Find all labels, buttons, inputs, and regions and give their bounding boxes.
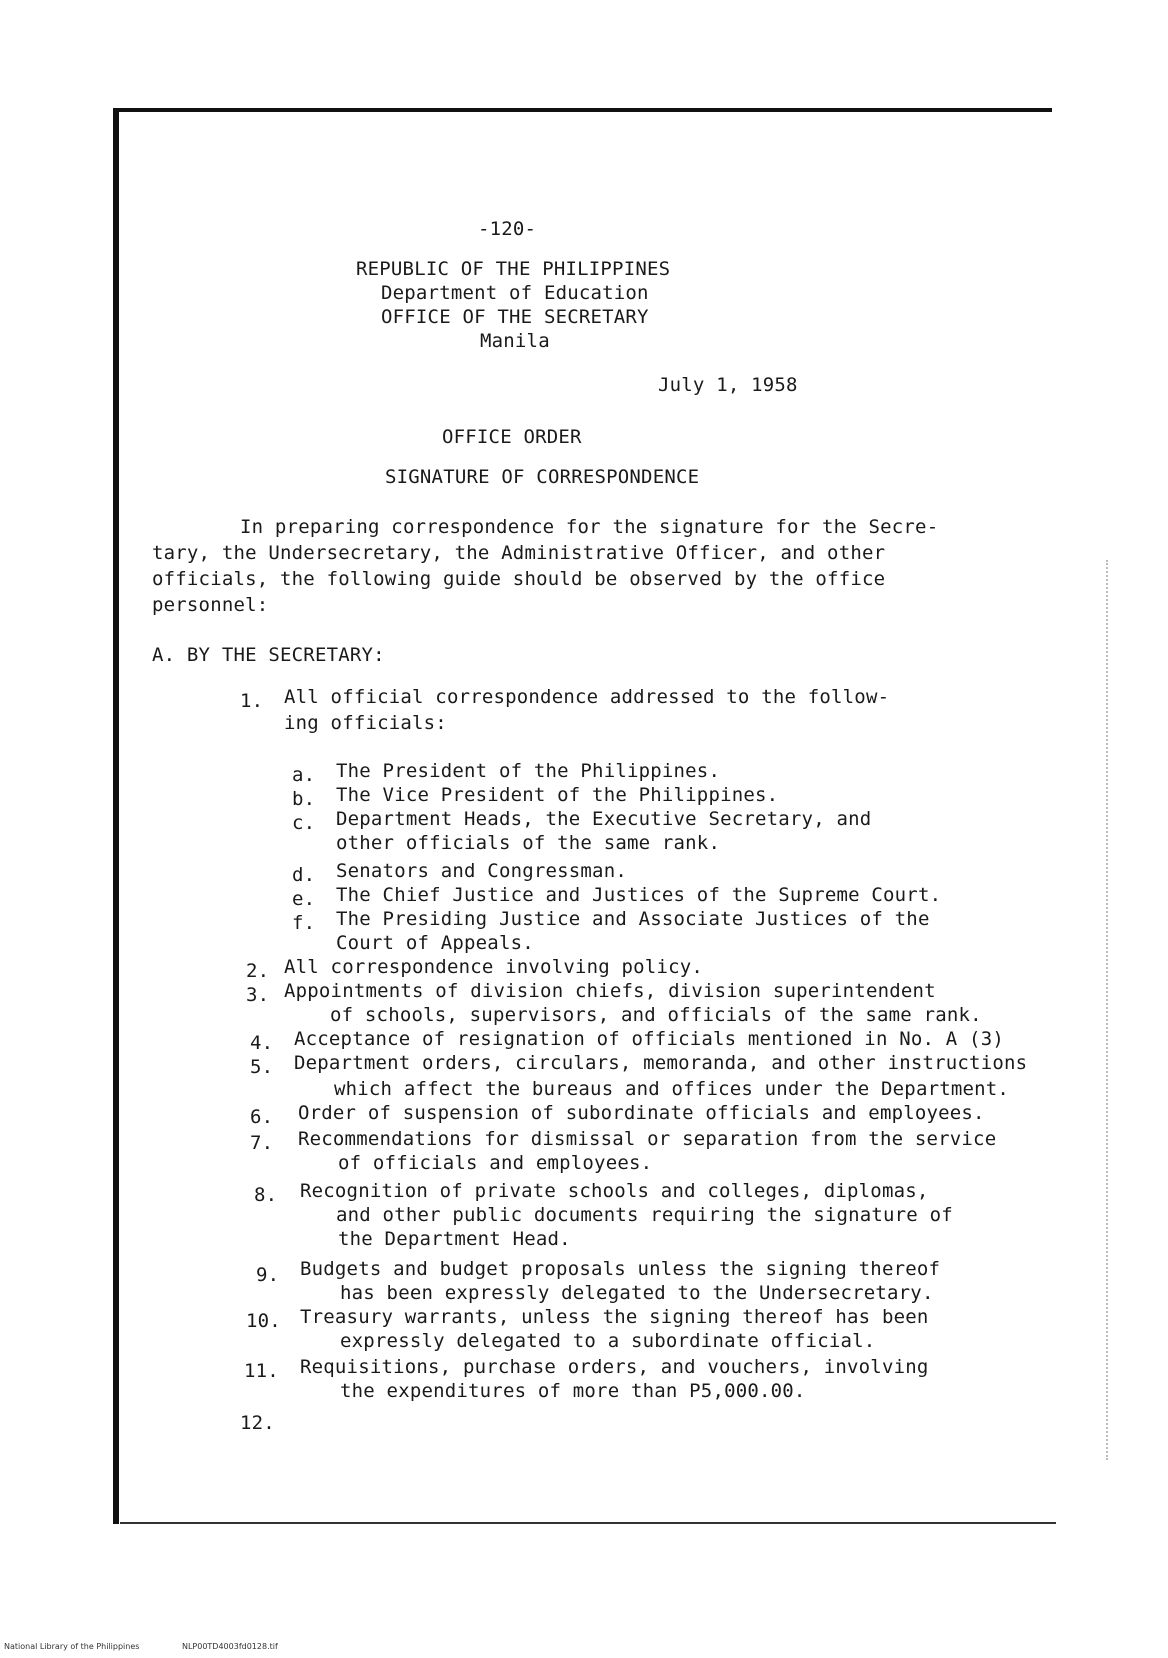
section-a-heading: A. BY THE SECRETARY: xyxy=(152,644,385,666)
item-number: 3. xyxy=(246,984,270,1006)
bottom-border-line xyxy=(120,1522,1056,1524)
subitem-letter: e. xyxy=(292,888,316,910)
intro-line-2: tary, the Undersecretary, the Administrative Officer, and other xyxy=(152,542,886,564)
subitem-letter: a. xyxy=(292,764,316,786)
item-line: Recognition of private schools and colleges, diplomas, xyxy=(300,1180,929,1202)
item-line: and other public documents requiring the signature of xyxy=(336,1204,953,1226)
item-number: 9. xyxy=(256,1264,280,1286)
item-line: the expenditures of more than P5,000.00. xyxy=(340,1380,806,1402)
subitem-line: The Vice President of the Philippines. xyxy=(336,784,779,806)
item-line: Appointments of division chiefs, division superintendent xyxy=(284,980,936,1002)
header-office: OFFICE OF THE SECRETARY xyxy=(381,306,649,328)
item-line: All official correspondence addressed to the follow- xyxy=(284,686,890,708)
scan-footer xyxy=(4,1642,318,1651)
item-line: Department orders, circulars, memoranda, and other instructions xyxy=(294,1052,1028,1074)
item-line: Order of suspension of subordinate officials and employees. xyxy=(298,1102,985,1124)
item-line: Treasury warrants, unless the signing thereof has been xyxy=(300,1306,929,1328)
footer-file: NLP00TD4003fd0128.tif xyxy=(181,1642,278,1651)
subitem-letter: c. xyxy=(292,812,316,834)
footer-library: National Library of the Philippines xyxy=(4,1642,140,1651)
document-type: OFFICE ORDER xyxy=(442,426,582,448)
subitem-line: Court of Appeals. xyxy=(336,932,534,954)
item-number: 7. xyxy=(250,1132,274,1154)
item-line: the Department Head. xyxy=(338,1228,571,1250)
subitem-letter: b. xyxy=(292,788,316,810)
continuation-marker: 12. xyxy=(240,1412,275,1434)
subitem-letter: d. xyxy=(292,864,316,886)
intro-line-1: In preparing correspondence for the signature for the Secre- xyxy=(240,516,939,538)
item-line: ing officials: xyxy=(284,712,447,734)
document-subject: SIGNATURE OF CORRESPONDENCE xyxy=(385,466,700,488)
subitem-line: other officials of the same rank. xyxy=(336,832,721,854)
item-number: 1. xyxy=(240,690,264,712)
header-republic: REPUBLIC OF THE PHILIPPINES xyxy=(356,258,671,280)
item-line: Recommendations for dismissal or separation from the service xyxy=(298,1128,997,1150)
item-line: Requisitions, purchase orders, and vouchers, involving xyxy=(300,1356,929,1378)
subitem-line: The Presiding Justice and Associate Justices of the xyxy=(336,908,930,930)
item-line: Budgets and budget proposals unless the signing thereof xyxy=(300,1258,941,1280)
item-line: has been expressly delegated to the Undersecretary. xyxy=(340,1282,934,1304)
intro-line-3: officials, the following guide should be observed by the office xyxy=(152,568,886,590)
page-number: -120- xyxy=(478,218,537,240)
subitem-line: Senators and Congressman. xyxy=(336,860,627,882)
subitem-line: The President of the Philippines. xyxy=(336,760,721,782)
item-number: 4. xyxy=(250,1032,274,1054)
header-city: Manila xyxy=(480,330,550,352)
item-number: 10. xyxy=(246,1310,281,1332)
subitem-letter: f. xyxy=(292,912,316,934)
subitem-line: Department Heads, the Executive Secretary, and xyxy=(336,808,872,830)
item-number: 8. xyxy=(254,1184,278,1206)
item-line: Acceptance of resignation of officials mentioned in No. A (3) xyxy=(294,1028,1004,1050)
item-number: 6. xyxy=(250,1106,274,1128)
item-line: of schools, supervisors, and officials of the same rank. xyxy=(330,1004,982,1026)
document-date: July 1, 1958 xyxy=(658,374,798,396)
item-line: expressly delegated to a subordinate official. xyxy=(340,1330,876,1352)
item-line: which affect the bureaus and offices under the Department. xyxy=(334,1078,1010,1100)
item-line: of officials and employees. xyxy=(338,1152,653,1174)
item-line: All correspondence involving policy. xyxy=(284,956,704,978)
item-number: 5. xyxy=(250,1056,274,1078)
left-border-line xyxy=(113,108,119,1524)
header-department: Department of Education xyxy=(381,282,649,304)
intro-line-4: personnel: xyxy=(152,594,269,616)
top-border-line xyxy=(116,108,1052,112)
item-number: 2. xyxy=(246,960,270,982)
subitem-line: The Chief Justice and Justices of the Supreme Court. xyxy=(336,884,942,906)
scan-edge-noise xyxy=(1104,560,1108,1460)
item-number: 11. xyxy=(244,1360,279,1382)
